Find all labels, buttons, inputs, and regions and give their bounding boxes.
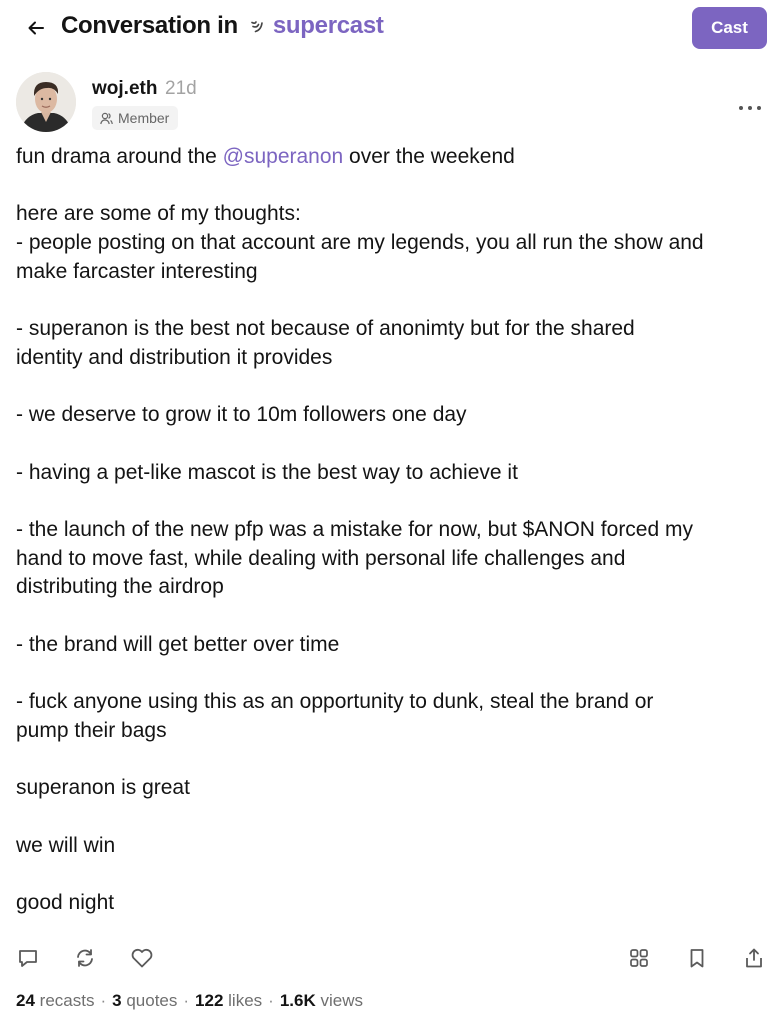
post-line: - superanon is the best not because of anonimty but for the shared <box>16 317 635 341</box>
post-line: make farcaster interesting <box>16 259 258 283</box>
post-line: - people posting on that account are my legends, you all run the show and <box>16 231 704 255</box>
stats-separator: · <box>100 991 107 1010</box>
recasts-label: recasts <box>39 991 95 1010</box>
post-line: - having a pet-like mascot is the best way to achieve it <box>16 460 518 484</box>
quotes-stat[interactable] <box>112 991 177 1010</box>
recasts-count: 24 <box>16 991 35 1010</box>
page-title <box>61 12 384 40</box>
grid-button[interactable] <box>625 944 653 972</box>
recast-button[interactable] <box>71 944 99 972</box>
reply-icon <box>17 947 39 969</box>
post-line <box>16 602 768 631</box>
post-line: we will win <box>16 833 116 857</box>
post-line <box>16 430 768 459</box>
member-badge <box>92 106 178 130</box>
stats-separator: · <box>183 991 190 1010</box>
views-stat <box>280 991 363 1010</box>
post-line: superanon is great <box>16 776 190 800</box>
post-line: hand to move fast, while dealing with personal life challenges and <box>16 546 626 570</box>
grid-icon <box>628 947 650 969</box>
bookmark-button[interactable] <box>683 944 711 972</box>
quotes-label: quotes <box>126 991 178 1010</box>
post-line <box>16 860 768 889</box>
post-line: distributing the airdrop <box>16 575 224 599</box>
share-icon <box>743 947 765 969</box>
post-line <box>16 287 768 316</box>
post-line <box>16 487 768 516</box>
share-button[interactable] <box>740 944 768 972</box>
member-icon <box>100 112 113 125</box>
post-body <box>16 143 768 918</box>
stats-separator: · <box>268 991 274 1010</box>
channel-glyph-icon <box>250 19 264 33</box>
post-line: good night <box>16 891 115 915</box>
post-line: - the launch of the new pfp was a mistake for now, but $ANON forced my <box>16 518 693 542</box>
likes-label: likes <box>228 991 263 1010</box>
recasts-stat[interactable] <box>16 991 94 1010</box>
post-line <box>16 143 768 172</box>
bookmark-icon <box>686 947 708 969</box>
post-line <box>16 746 768 775</box>
like-button[interactable] <box>128 944 156 972</box>
post-line <box>16 660 768 689</box>
channel-link[interactable]: supercast <box>272 12 384 39</box>
post-line: - we deserve to grow it to 10m followers one day <box>16 403 467 427</box>
like-icon <box>130 947 154 969</box>
avatar[interactable] <box>16 72 76 132</box>
mention-link[interactable]: @superanon <box>222 145 344 168</box>
likes-stat[interactable] <box>195 991 262 1010</box>
more-options-icon <box>738 105 762 111</box>
post-line: here are some of my thoughts: <box>16 202 301 226</box>
post-actions <box>0 940 780 976</box>
views-count: 1.6K <box>279 991 316 1010</box>
back-arrow-icon <box>27 19 45 37</box>
quotes-count: 3 <box>112 991 122 1010</box>
recast-icon <box>74 947 96 969</box>
title-text: Conversation in <box>61 12 238 39</box>
post-line: - fuck anyone using this as an opportunity to dunk, steal the brand or <box>16 690 654 714</box>
post-line: identity and distribution it provides <box>16 345 333 369</box>
member-badge-label: Member <box>118 110 170 126</box>
likes-count: 122 <box>195 991 224 1010</box>
post-line <box>16 373 768 402</box>
post-line: - the brand will get better over time <box>16 632 340 656</box>
back-button[interactable] <box>22 14 50 42</box>
post-author <box>16 72 764 132</box>
reply-button[interactable] <box>14 944 42 972</box>
post-stats <box>16 991 363 1011</box>
post-line <box>16 172 768 201</box>
timestamp: 21d <box>165 78 197 99</box>
more-options-button[interactable] <box>734 94 766 122</box>
views-label: views <box>320 991 364 1010</box>
avatar-image <box>16 72 76 132</box>
post-line <box>16 803 768 832</box>
cast-button[interactable]: Cast <box>692 7 767 49</box>
header <box>0 0 780 56</box>
post-text: fun drama around the <box>16 145 223 168</box>
post-line: pump their bags <box>16 718 167 742</box>
post-text: over the weekend <box>343 145 515 168</box>
username[interactable]: woj.eth <box>92 78 158 99</box>
